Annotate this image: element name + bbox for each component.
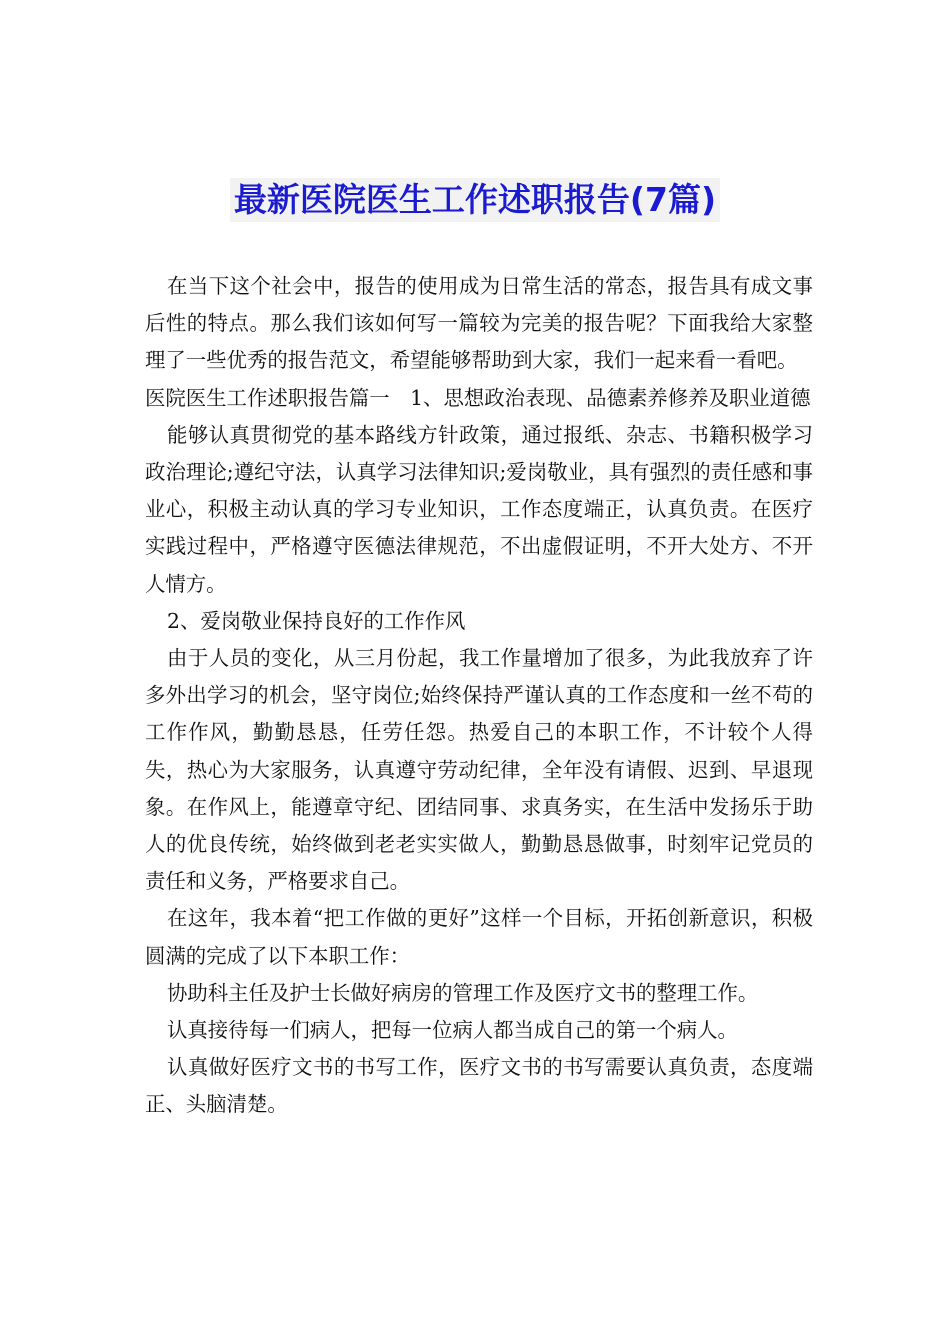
section-heading: 医院医生工作述职报告篇一 1、思想政治表现、品德素养修养及职业道德	[145, 385, 811, 410]
body-paragraph: 能够认真贯彻党的基本路线方针政策，通过报纸、杂志、书籍积极学习政治理论;遵纪守法，认真学习法律知识;爱岗敬业，具有强烈的责任感和事业心，积极主动认真的学习专业知识，工作态度端正，认真负责。在医疗实践过程中，严格遵守医德法律规范，不出虚假证明，不开大处方、不开人情方。	[145, 422, 813, 596]
subsection-heading: 2、爱岗敬业保持良好的工作作风	[167, 608, 466, 633]
list-item: 认真接待每一们病人，把每一位病人都当成自己的第一个病人。	[167, 1018, 738, 1043]
list-item: 认真做好医疗文书的书写工作，医疗文书的书写需要认真负责，态度端正、头脑清楚。	[145, 1055, 813, 1117]
body-paragraph: 在这年，我本着“把工作做的更好”这样一个目标，开拓创新意识，积极圆满的完成了以下本职工作：	[145, 906, 813, 968]
body-paragraph: 由于人员的变化，从三月份起，我工作量增加了很多，为此我放弃了许多外出学习的机会，坚守岗位;始终保持严谨认真的工作态度和一丝不苟的工作作风，勤勤恳恳，任劳任怨。热爱自己的本职工作，不计较个人得失，热心为大家服务，认真遵守劳动纪律，全年没有请假、迟到、早退现象。在作风上，能遵章守纪、团结同事、求真务实，在生活中发扬乐于助人的优良传统，始终做到老老实实做人，勤勤恳恳做事，时刻牢记党员的责任和义务，严格要求自己。	[145, 646, 813, 894]
list-item: 协助科主任及护士长做好病房的管理工作及医疗文书的整理工作。	[167, 980, 759, 1005]
document-title: 最新医院医生工作述职报告(7篇)	[230, 178, 720, 222]
title-container	[0, 178, 950, 222]
intro-paragraph: 在当下这个社会中，报告的使用成为日常生活的常态，报告具有成文事后性的特点。那么我们该如何写一篇较为完美的报告呢？下面我给大家整理了一些优秀的报告范文，希望能够帮助到大家，我们一起来看一看吧。	[145, 274, 813, 373]
document-body	[145, 268, 813, 1124]
